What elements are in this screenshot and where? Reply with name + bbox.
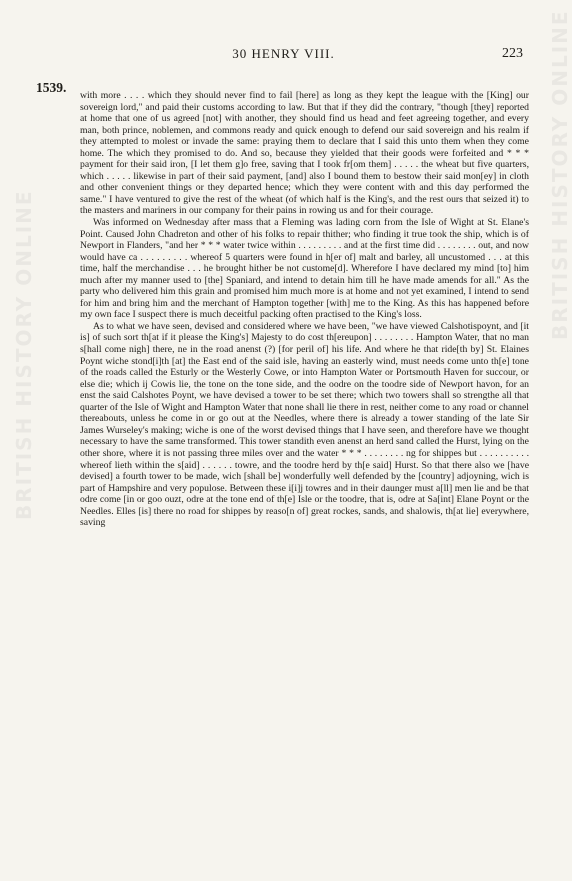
paragraph-1: with more . . . . which they should never find to fail [here] as long as they kept the league with the [King] our sovereign lord," and paid their customs according to law. But that if they did the contrary, "though [they] reported at home that one of us agreed [not] with another, they should find us head and feet agreeing together, and every man, both prince, noblemen, and commons ready and quick enough to defend our said sovereign and his realm if they attempted to molest or invade the same: praying them to declare that I said this unto them when they come home. The which they promised to do. And so, because they yielded that their goods were forfeited and * * * payment for their said iron, [I let them g]o free, saving that I took fr[om them] . . . . . the wheat but five quarters, which . . . . . likewise in part of their said payment, [and] also I bound them to bestow their said mon[ey] in cloth and other convenient things or they departed hence; which they were content with and this day performed the same." I have ventured to give the rest of the wheat (of which half is the King's, and the rest ours that seized it) to the masters and mariners in our company for their pains in rowing us and for their courage. <box>80 90 529 217</box>
watermark-right: BRITISH HISTORY ONLINE <box>548 9 572 340</box>
page-number: 223 <box>502 46 523 61</box>
body-text <box>80 90 529 529</box>
paragraph-2: Was informed on Wednesday after mass that a Fleming was lading corn from the Isle of Wight at St. Elane's Point. Caused John Chadreton and other of his folks to repair thither; who finding it true took the ship, which is of Newport in Flanders, "and her * * * water twice within . . . . . . . . . and at the first time did . . . . . . . . out, and now would have ca . . . . . . . . . whereof 5 quarters were found in h[er of] malt and barley, all uncustomed . . . at this time, half the merchandise . . . he brought hither be not custome[d]. Wherefore I have declared my mind [to] him much after my manner used to [the] Spaniard, and intend to detain him till he have made amends for all." As the party who delivered him this grain and promised him much more is at home and not yet examined, I intend to send for him and bring him and the merchant of Hampton together [with] me to the King. As this has happened before my own face I suspect there is much deceitful packing often practised to the King's loss. <box>80 217 529 321</box>
paragraph-3: As to what we have seen, devised and considered where we have been, "we have viewed Calshotispoynt, and [it is] of such sort th[at if it please the King's] Majesty to do cost th[ereupon] . . . . . . . . Hampton Water, that no man s[hall come nigh] there, ne in the road anenst (?) [for peril of] his life. And where he that ride[th by] St. Elaines Poynt wiche stond[i]th [at] the East end of the said isle, having an easterly wind, must needs come unto th[e] tone of the roads called the Esturly or the Westerly Cowe, or into Hampton Water or Portsmouth Haven for succour, or else die; which ij Cowis lie, the tone on the tone side, and the oodre on the toodre side of Newport havon, for an enst the said Calshotes Poynt, we have devised a tower to be set there; which two towers shall so strengthe all that quarter of the Isle of Wight and Hampton Water that none shall lie there in rest, neither come to any road or channel thereabouts, unless he come in or go out at the Needles, where there is already a tower standing of the late Sir James Wurseley's making; wiche is one of the worst devised things that I have seen, and therefore have we thought necessary to have the same transformed. This tower standith even anenst an herd sand called the Hurst, lying on the other shore, where it is not passing three miles over and the water * * * . . . . . . . . ng for shippes but . . . . . . . . . . whereof lieth within the s[aid] . . . . . . towre, and the toodre herd by th[e said] Hurst. So that there also we [have devised] a fourth tower to be made, wich [shall be] wonderfully well defended by the [country] adjoyning, wich is part of Hampshire and very populose. Between these i[i]j towres and in their daunger must a[ll] men lie and be that odre come [in or goo ouzt, odre at the tone end of th[e] Isle or the toodre, that is, odre at Sa[int] Elane Poynt or the Needles. Elles [is] there no road for shippes by reaso[n of] great rockes, sands, and shalowis, th[at lie] everywhere, saving <box>80 320 529 529</box>
watermark-left: BRITISH HISTORY ONLINE <box>12 189 36 520</box>
running-head: 30 HENRY VIII. <box>232 46 335 61</box>
margin-year: 1539. <box>36 80 67 95</box>
page-header <box>0 46 567 66</box>
